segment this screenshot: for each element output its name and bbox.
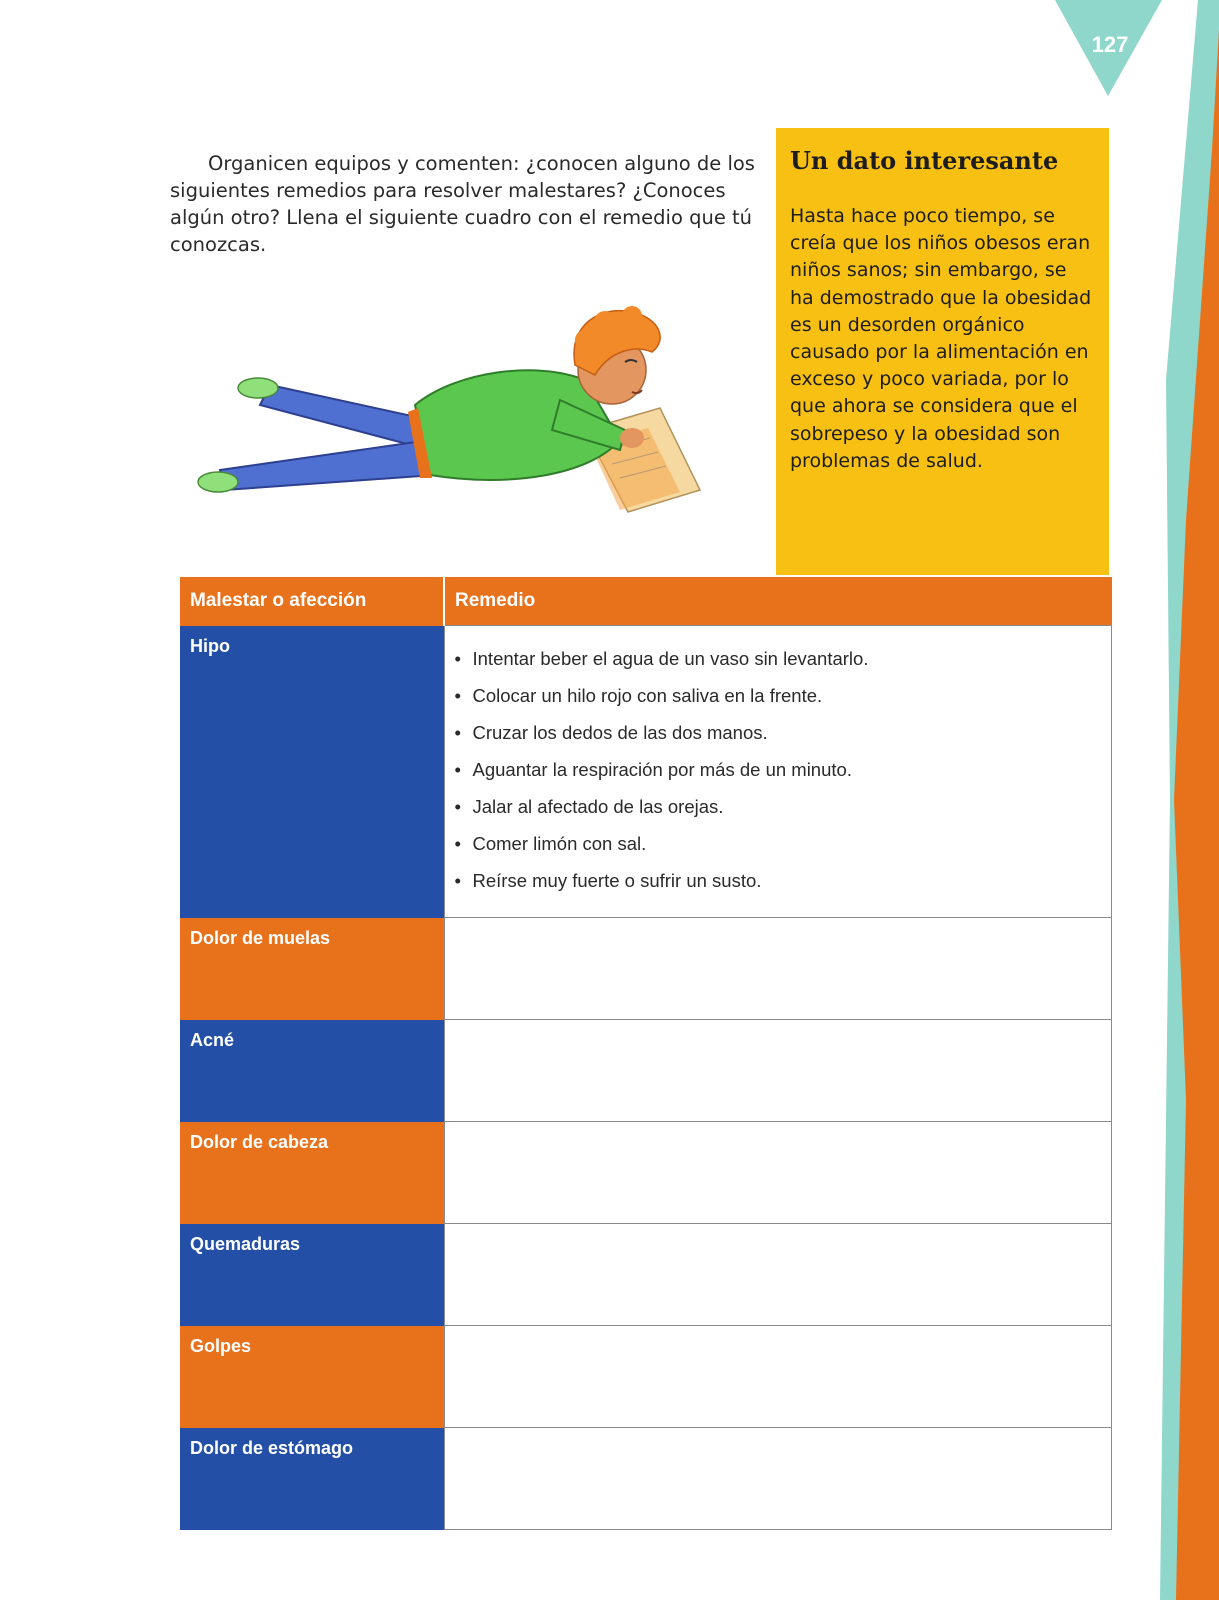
bullet-icon: • [454,870,461,891]
affection-cell: Dolor de muelas [180,918,444,1020]
remedy-text: Jalar al afectado de las orejas. [472,796,724,817]
header-affection: Malestar o afección [180,577,444,626]
table-row [180,918,1112,1020]
remedy-text: Comer limón con sal. [472,833,647,854]
child-reading-illustration [180,300,740,550]
intro-instructions: Organicen equipos y comenten: ¿conocen alguno de los siguientes remedios para resolver malestares? ¿Conoces algún otro? Llena el siguiente cuadro con el remedio que tú conozcas. [170,152,755,256]
affection-cell: Quemaduras [180,1224,444,1326]
remedy-list [455,640,1112,899]
remedy-text: Intentar beber el agua de un vaso sin levantarlo. [472,648,869,669]
table-row [180,626,1112,918]
affection-cell: Golpes [180,1326,444,1428]
table-row [180,1224,1112,1326]
bullet-icon: • [454,833,461,854]
bullet-icon: • [454,796,461,817]
affection-cell: Dolor de cabeza [180,1122,444,1224]
page-number: 127 [1091,32,1129,57]
header-remedy: Remedio [444,577,1112,626]
list-item [455,640,1112,677]
list-item [455,714,1112,751]
list-item [455,788,1112,825]
remedy-answer-cell[interactable] [444,1224,1112,1326]
remedy-text: Cruzar los dedos de las dos manos. [472,722,768,743]
affection-cell: Hipo [180,626,444,918]
interesting-fact-title: Un dato interesante [790,146,1059,175]
bullet-icon: • [454,722,461,743]
list-item [455,677,1112,714]
table-row [180,1428,1112,1530]
interesting-fact-text: Hasta hace poco tiempo, se creía que los niños obesos eran niños sanos; sin embargo, se ha demostrado que la obesidad es un desorden orgánico causado por la alimentación en exceso y poco variada, por lo que ahora se considera que el sobrepeso y la obesidad son problemas de salud. [790,205,1092,472]
table-row [180,1326,1112,1428]
list-item [455,862,1112,899]
bullet-icon: • [454,685,461,706]
remedy-cell [444,626,1112,918]
remedy-text: Aguantar la respiración por más de un minuto. [472,759,852,780]
remedy-answer-cell[interactable] [444,1326,1112,1428]
remedy-answer-cell[interactable] [444,1122,1112,1224]
remedy-answer-cell[interactable] [444,1428,1112,1530]
list-item [455,751,1112,788]
table-row [180,1020,1112,1122]
interesting-fact-box [776,128,1109,575]
list-item [455,825,1112,862]
table-row [180,1122,1112,1224]
table-header-row [180,577,1112,626]
remedy-answer-cell[interactable] [444,1020,1112,1122]
affection-cell: Acné [180,1020,444,1122]
bullet-icon: • [454,648,461,669]
remedy-text: Colocar un hilo rojo con saliva en la frente. [472,685,823,706]
bullet-icon: • [454,759,461,780]
remedies-table [180,577,1112,1530]
remedy-text: Reírse muy fuerte o sufrir un susto. [472,870,762,891]
affection-cell: Dolor de estómago [180,1428,444,1530]
remedy-answer-cell[interactable] [444,918,1112,1020]
